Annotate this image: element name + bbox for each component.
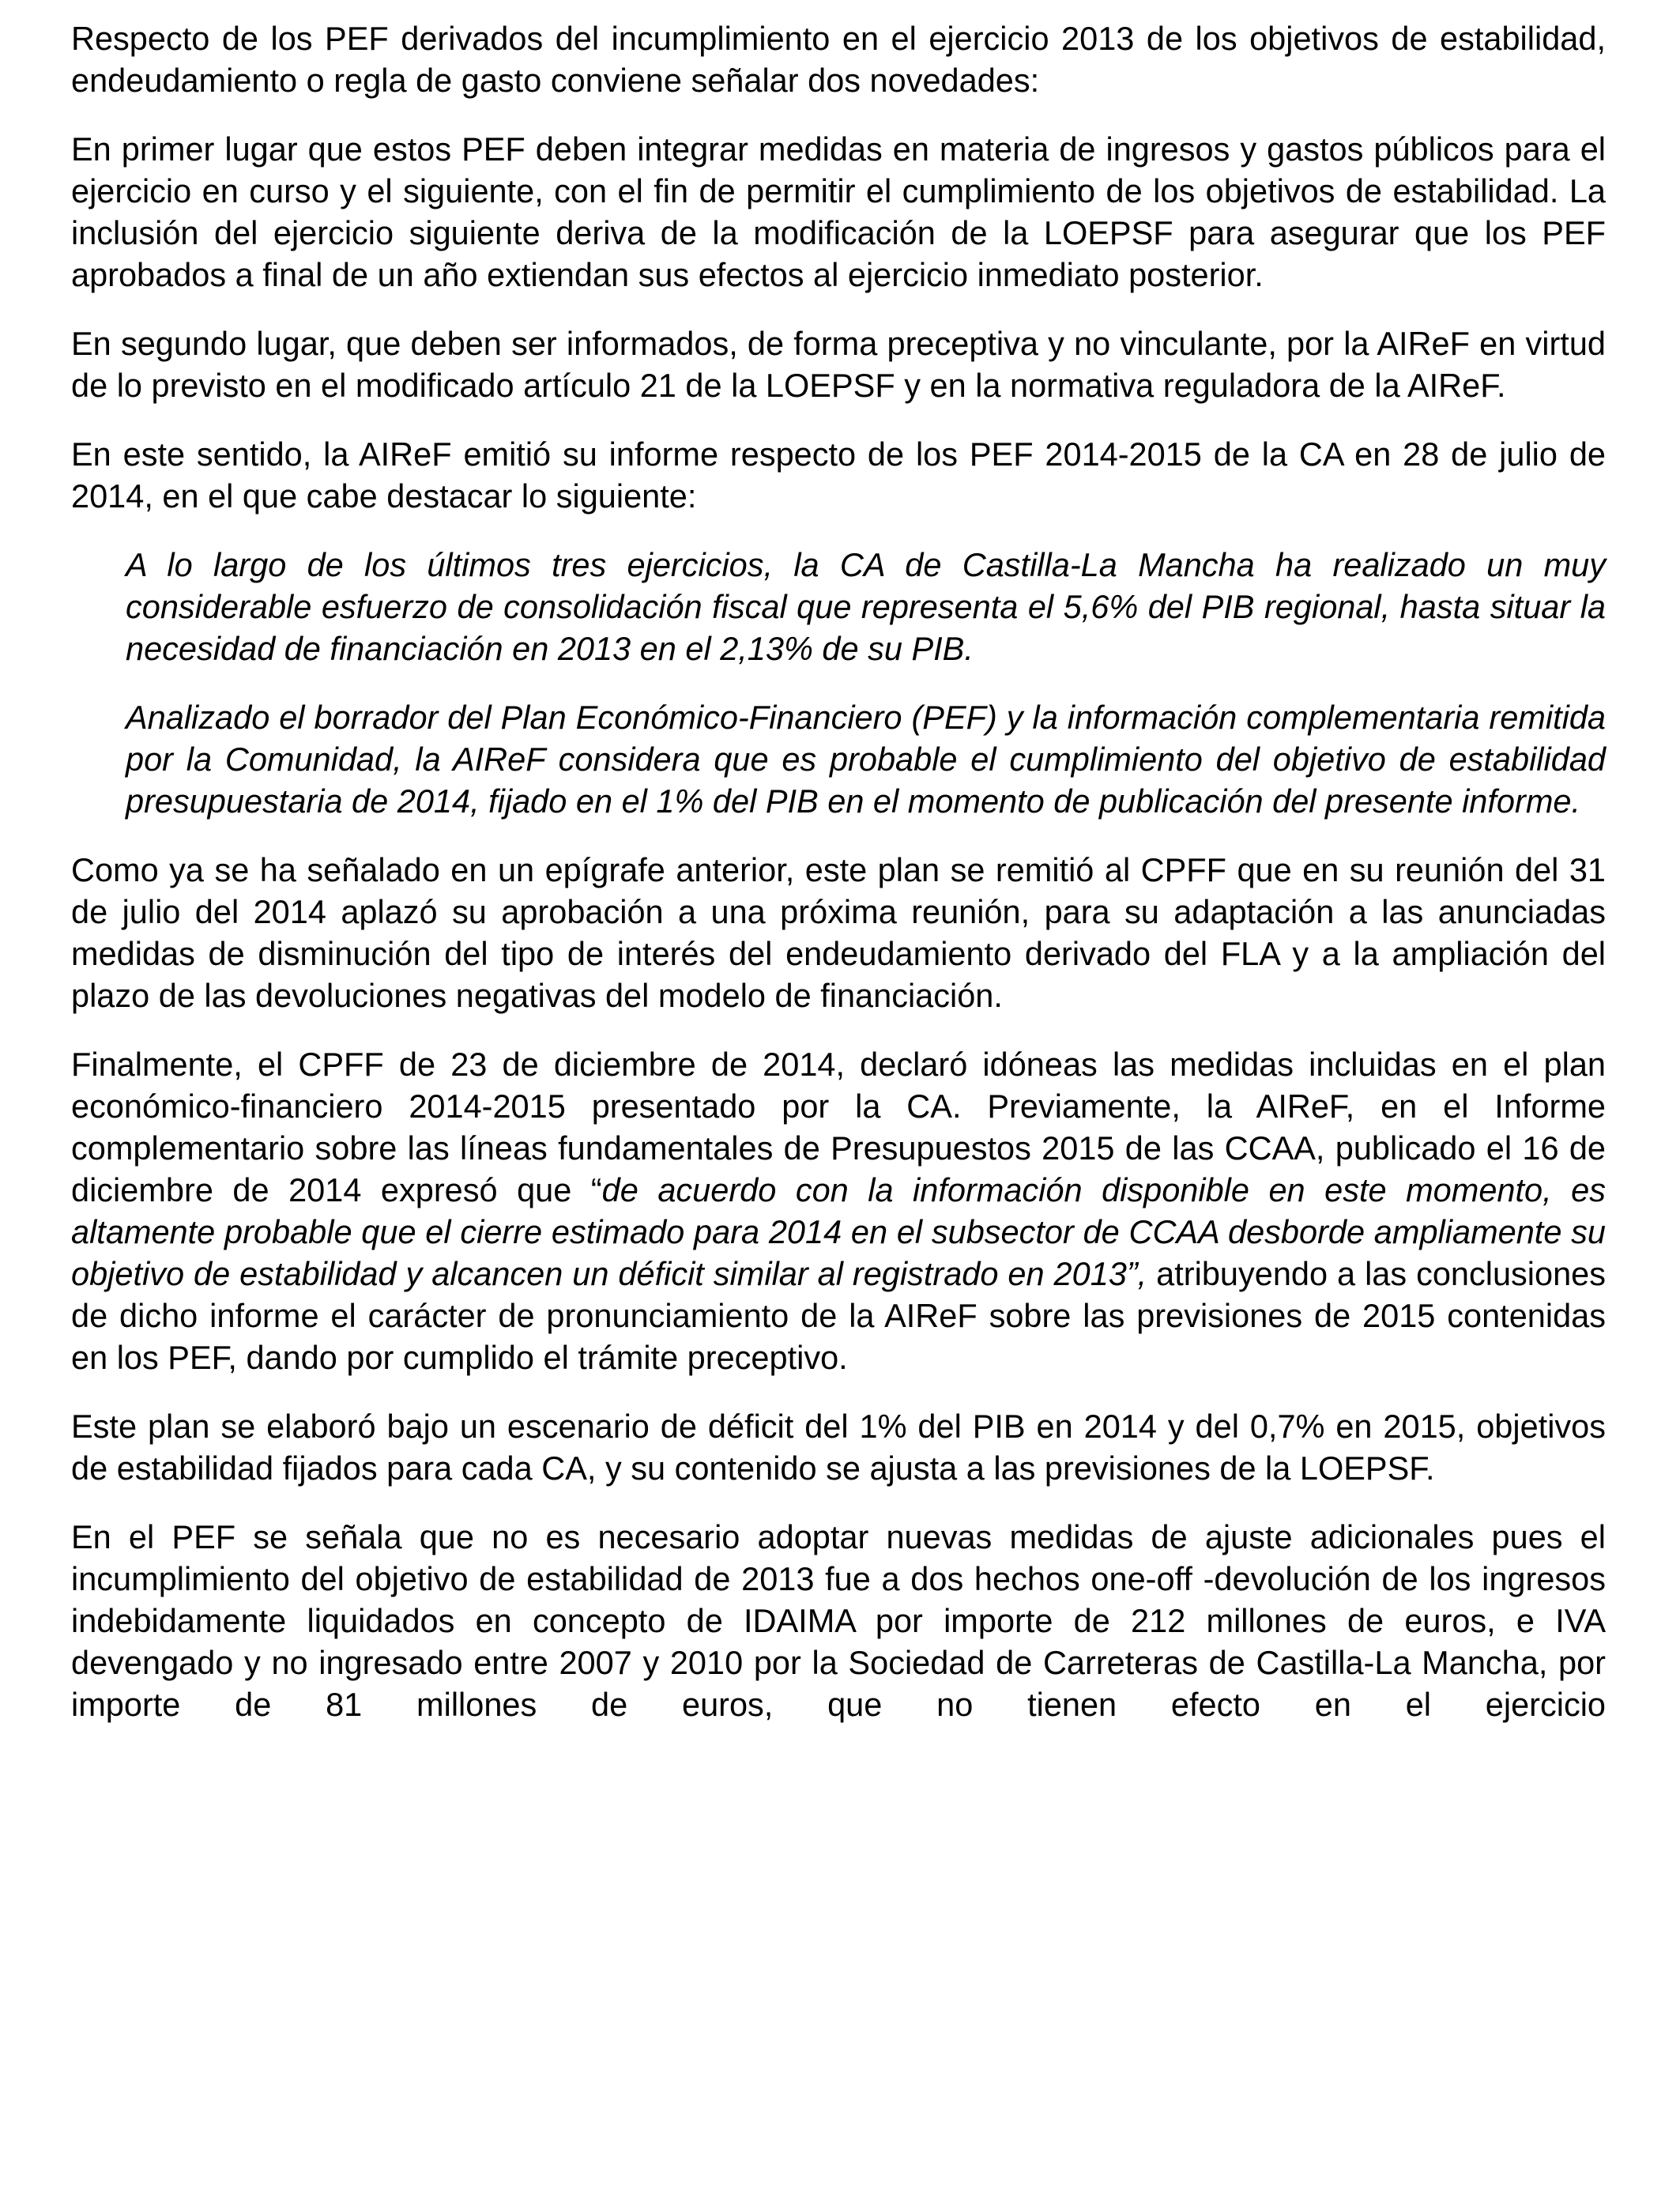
paragraph-cpff-julio: Como ya se ha señalado en un epígrafe anterior, este plan se remitió al CPFF que en su reunión del 31 de julio del 2014 aplazó su aprobación a una próxima reunión, para su adaptación a las anunciadas medidas de disminución del tipo de interés del endeudamiento derivado del FLA y a la ampliación del plazo de las devoluciones negativas del modelo de financiación. [71, 851, 1606, 1014]
paragraph-segundo-lugar: En segundo lugar, que deben ser informados, de forma preceptiva y no vinculante, por la AIReF en virtud de lo previsto en el modificado artículo 21 de la LOEPSF y en la normativa reguladora de la AIReF. [71, 325, 1606, 404]
paragraph-primer-lugar: En primer lugar que estos PEF deben integrar medidas en materia de ingresos y gastos públicos para el ejercicio en curso y el siguiente, con el fin de permitir el cumplimiento de los objetivos de estabilidad. La inclusión del ejercicio siguiente deriva de la modificación de la LOEPSF para asegurar que los PEF aprobados a final de un año extiendan sus efectos al ejercicio inmediato posterior. [71, 130, 1606, 293]
paragraph-pef-novedades: Respecto de los PEF derivados del incumplimiento en el ejercicio 2013 de los objetivos de estabilidad, endeudamiento o regla de gasto conviene señalar dos novedades: [71, 20, 1606, 99]
paragraph-finalmente-intro: Finalmente, el CPFF de 23 de diciembre de 2014, declaró idóneas las medidas incluidas en el plan económico-financiero 2014-2015 presentado por la CA. Previamente, la AIReF, en el Informe complementario sobre las líneas fundamentales de Presupuestos 2015 de las CCAA, publicado el 16 de diciembre de 2014 expresó que “ [71, 1046, 1606, 1208]
paragraph-finalmente-cita: de acuerdo con la información disponible en este momento, es altamente probable que el cierre estimado para 2014 en el subsector de CCAA desborde ampliamente su objetivo de estabilidad y alcancen un déficit similar al registrado en 2013”, [71, 1171, 1606, 1292]
paragraph-finalmente-cierre: atribuyendo a las conclusiones de dicho informe el carácter de pronunciamiento de la AIReF sobre las previsiones de 2015 contenidas en los PEF, dando por cumplido el trámite preceptivo. [71, 1255, 1607, 1376]
paragraph-finalmente [71, 1043, 1606, 1378]
document-page [71, 17, 1606, 1752]
quote-consolidacion-fiscal: A lo largo de los últimos tres ejercicios, la CA de Castilla-La Mancha ha realizado un muy considerable esfuerzo de consolidación fiscal que representa el 5,6% del PIB regional, hasta situar la necesidad de financiación en 2013 en el 2,13% de su PIB. [126, 546, 1606, 667]
quote-borrador-pef: Analizado el borrador del Plan Económico-Financiero (PEF) y la información complementaria remitida por la Comunidad, la AIReF considera que es probable el cumplimiento del objetivo de estabilidad presupuestaria de 2014, fijado en el 1% del PIB en el momento de publicación del presente informe. [126, 699, 1606, 820]
paragraph-informe-airef: En este sentido, la AIReF emitió su informe respecto de los PEF 2014-2015 de la CA en 28 de julio de 2014, en el que cabe destacar lo siguiente: [71, 435, 1606, 515]
paragraph-escenario-deficit: Este plan se elaboró bajo un escenario de déficit del 1% del PIB en 2014 y del 0,7% en 2015, objetivos de estabilidad fijados para cada CA, y su contenido se ajusta a las previsiones de la LOEPSF. [71, 1408, 1606, 1487]
paragraph-medidas-ajuste: En el PEF se señala que no es necesario adoptar nuevas medidas de ajuste adicionales pues el incumplimiento del objetivo de estabilidad de 2013 fue a dos hechos one-off -devolución de los ingresos indebidamente liquidados en concepto de IDAIMA por importe de 212 millones de euros, e IVA devengado y no ingresado entre 2007 y 2010 por la Sociedad de Carreteras de Castilla-La Mancha, por importe de 81 millones de euros, que no tienen efecto en el ejercicio [71, 1518, 1606, 1723]
